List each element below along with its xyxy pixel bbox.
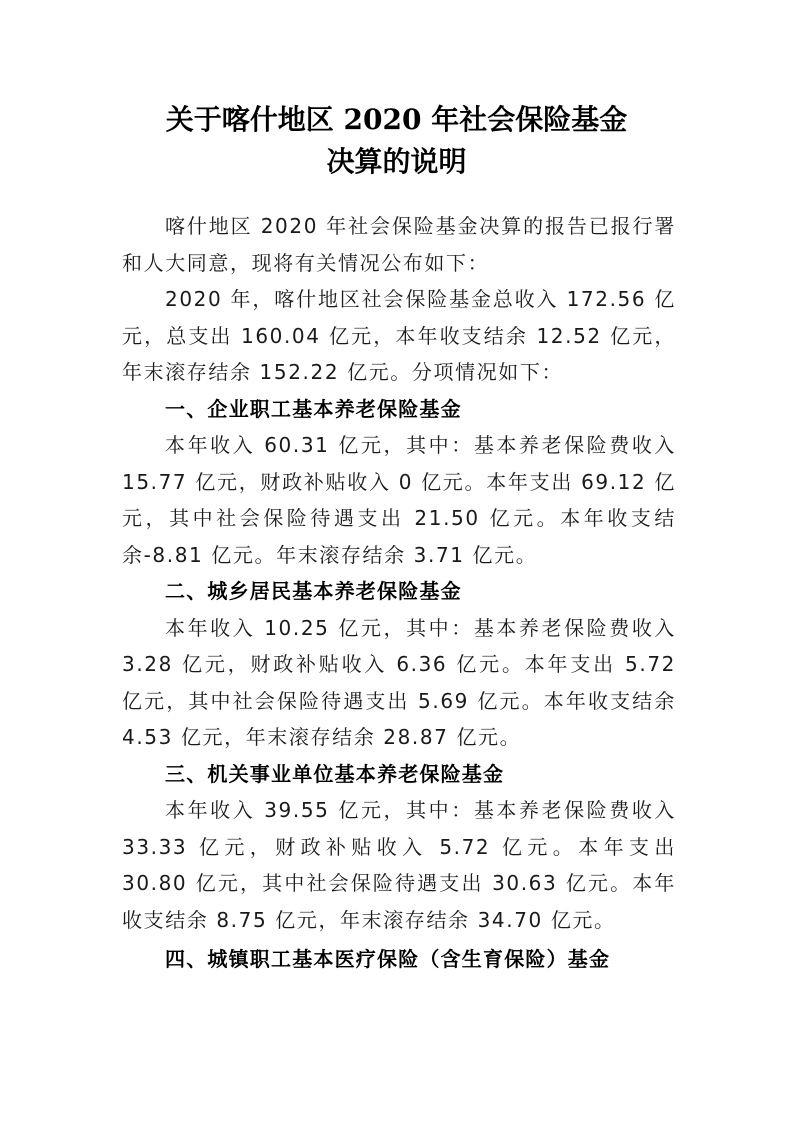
section-heading-institution-pension: 三、机关事业单位基本养老保险基金	[165, 761, 505, 786]
page-title-line-2: 决算的说明	[326, 145, 467, 178]
intro-paragraph: 喀什地区 2020 年社会保险基金决算的报告已报行署和人大同意，现将有关情况公布如下：	[122, 214, 676, 275]
section-text-institution-pension: 本年收入 39.55 亿元，其中：基本养老保险费收入 33.33 亿元，财政补贴收入 5.72 亿元。本年支出 30.80 亿元，其中社会保险待遇支出 30.63 亿元。本年收支结余 8.75 亿元，年末滚存结余 34.70 亿元。	[122, 798, 676, 932]
section-text-enterprise-pension: 本年收入 60.31 亿元，其中：基本养老保险费收入 15.77 亿元，财政补贴收入 0 亿元。本年支出 69.12 亿元，其中社会保险待遇支出 21.50 亿元。本年收支结余-8.81 亿元。年末滚存结余 3.71 亿元。	[122, 433, 676, 567]
page-title-line-1: 关于喀什地区 2020 年社会保险基金	[165, 103, 628, 136]
section-heading-resident-pension: 二、城乡居民基本养老保险基金	[165, 579, 462, 603]
section-text-resident-pension: 本年收入 10.25 亿元，其中：基本养老保险费收入 3.28 亿元，财政补贴收入 6.36 亿元。本年支出 5.72 亿元，其中社会保险待遇支出 5.69 亿元。本年收支结余 4.53 亿元，年末滚存结余 28.87 亿元。	[122, 615, 676, 749]
section-heading-enterprise-pension: 一、企业职工基本养老保险基金	[165, 396, 462, 421]
document-body	[122, 208, 676, 978]
section-heading-medical-insurance: 四、城镇职工基本医疗保险（含生育保险）基金	[165, 947, 611, 971]
summary-paragraph: 2020 年，喀什地区社会保险基金总收入 172.56 亿元，总支出 160.04 亿元，本年收支结余 12.52 亿元，年末滚存结余 152.22 亿元。分项情况如下：	[122, 287, 676, 384]
